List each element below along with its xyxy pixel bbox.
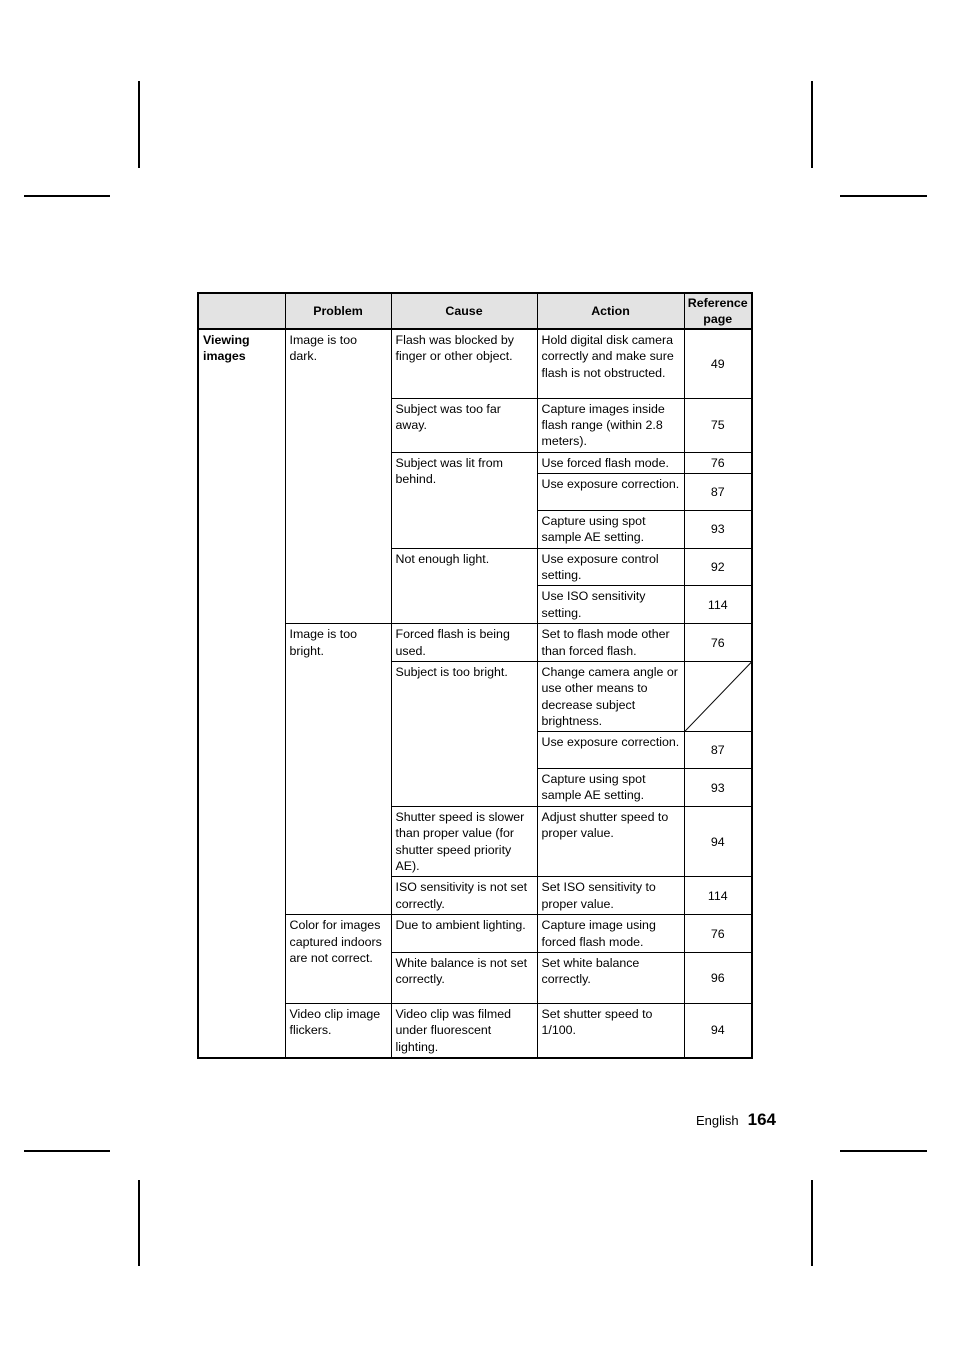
- action-cell: Change camera angle or use other means to decrease subject brightness.: [537, 661, 684, 731]
- action-cell: Use exposure correction.: [537, 473, 684, 510]
- reference-cell: 94: [684, 1003, 752, 1057]
- action-cell: Use ISO sensitivity setting.: [537, 586, 684, 624]
- header-cause: Cause: [391, 293, 537, 329]
- problem-cell: Image is too dark.: [285, 329, 391, 624]
- cause-cell: White balance is not set correctly.: [391, 952, 537, 1003]
- cause-cell: Due to ambient lighting.: [391, 915, 537, 953]
- crop-mark-bottom-right-horizontal: [840, 1150, 927, 1152]
- reference-cell: 87: [684, 473, 752, 510]
- header-action: Action: [537, 293, 684, 329]
- crop-mark-top-right-vertical: [811, 81, 813, 168]
- cause-cell: Flash was blocked by finger or other object.: [391, 329, 537, 398]
- cause-cell: Not enough light.: [391, 548, 537, 624]
- reference-cell: 96: [684, 952, 752, 1003]
- reference-cell: 114: [684, 586, 752, 624]
- header-problem: Problem: [285, 293, 391, 329]
- crop-mark-top-left-vertical: [138, 81, 140, 168]
- category-cell: Viewing images: [198, 329, 285, 1058]
- action-cell: Use exposure correction.: [537, 732, 684, 769]
- action-cell: Capture images inside flash range (within 2.8 meters).: [537, 398, 684, 452]
- reference-cell: 49: [684, 329, 752, 398]
- action-cell: Set shutter speed to 1/100.: [537, 1003, 684, 1057]
- table-row: [198, 329, 752, 398]
- header-reference-page: Reference page: [684, 293, 752, 329]
- reference-cell: 92: [684, 548, 752, 586]
- reference-cell: 75: [684, 398, 752, 452]
- table-header-row: [198, 293, 752, 329]
- action-cell: Capture using spot sample AE setting.: [537, 769, 684, 807]
- cause-cell: Shutter speed is slower than proper value (for shutter speed priority AE).: [391, 807, 537, 877]
- footer-language: English: [695, 1113, 739, 1128]
- page-number: 164: [747, 1110, 776, 1129]
- action-cell: Capture image using forced flash mode.: [537, 915, 684, 953]
- crop-mark-top-right-horizontal: [840, 195, 927, 197]
- action-cell: Capture using spot sample AE setting.: [537, 510, 684, 548]
- crop-mark-bottom-right-vertical: [811, 1180, 813, 1266]
- reference-cell: 114: [684, 877, 752, 915]
- action-cell: Hold digital disk camera correctly and make sure flash is not obstructed.: [537, 329, 684, 398]
- reference-cell: 76: [684, 452, 752, 473]
- problem-cell: Color for images captured indoors are not correct.: [285, 915, 391, 1004]
- action-cell: Set white balance correctly.: [537, 952, 684, 1003]
- cause-cell: Subject was lit from behind.: [391, 452, 537, 548]
- reference-cell: 94: [684, 807, 752, 877]
- reference-cell: 87: [684, 732, 752, 769]
- action-cell: Set to flash mode other than forced flash.: [537, 624, 684, 662]
- reference-cell: 93: [684, 510, 752, 548]
- reference-cell: 76: [684, 915, 752, 953]
- header-category: [198, 293, 285, 329]
- cause-cell: ISO sensitivity is not set correctly.: [391, 877, 537, 915]
- action-cell: Set ISO sensitivity to proper value.: [537, 877, 684, 915]
- action-cell: Use exposure control setting.: [537, 548, 684, 586]
- cause-cell: Video clip was filmed under fluorescent lighting.: [391, 1003, 537, 1057]
- cause-cell: Subject was too far away.: [391, 398, 537, 452]
- diagonal-strike: [685, 662, 752, 731]
- problem-cell: Video clip image flickers.: [285, 1003, 391, 1057]
- troubleshooting-table: [197, 292, 753, 1059]
- page-footer: [600, 1110, 776, 1130]
- crop-mark-bottom-left-horizontal: [24, 1150, 110, 1152]
- crop-mark-top-left-horizontal: [24, 195, 110, 197]
- reference-cell: 76: [684, 624, 752, 662]
- problem-cell: Image is too bright.: [285, 624, 391, 915]
- crop-mark-bottom-left-vertical: [138, 1180, 140, 1266]
- action-cell: Use forced flash mode.: [537, 452, 684, 473]
- reference-cell-empty: [684, 661, 752, 731]
- action-cell: Adjust shutter speed to proper value.: [537, 807, 684, 877]
- cause-cell: Forced flash is being used.: [391, 624, 537, 662]
- reference-cell: 93: [684, 769, 752, 807]
- cause-cell: Subject is too bright.: [391, 661, 537, 806]
